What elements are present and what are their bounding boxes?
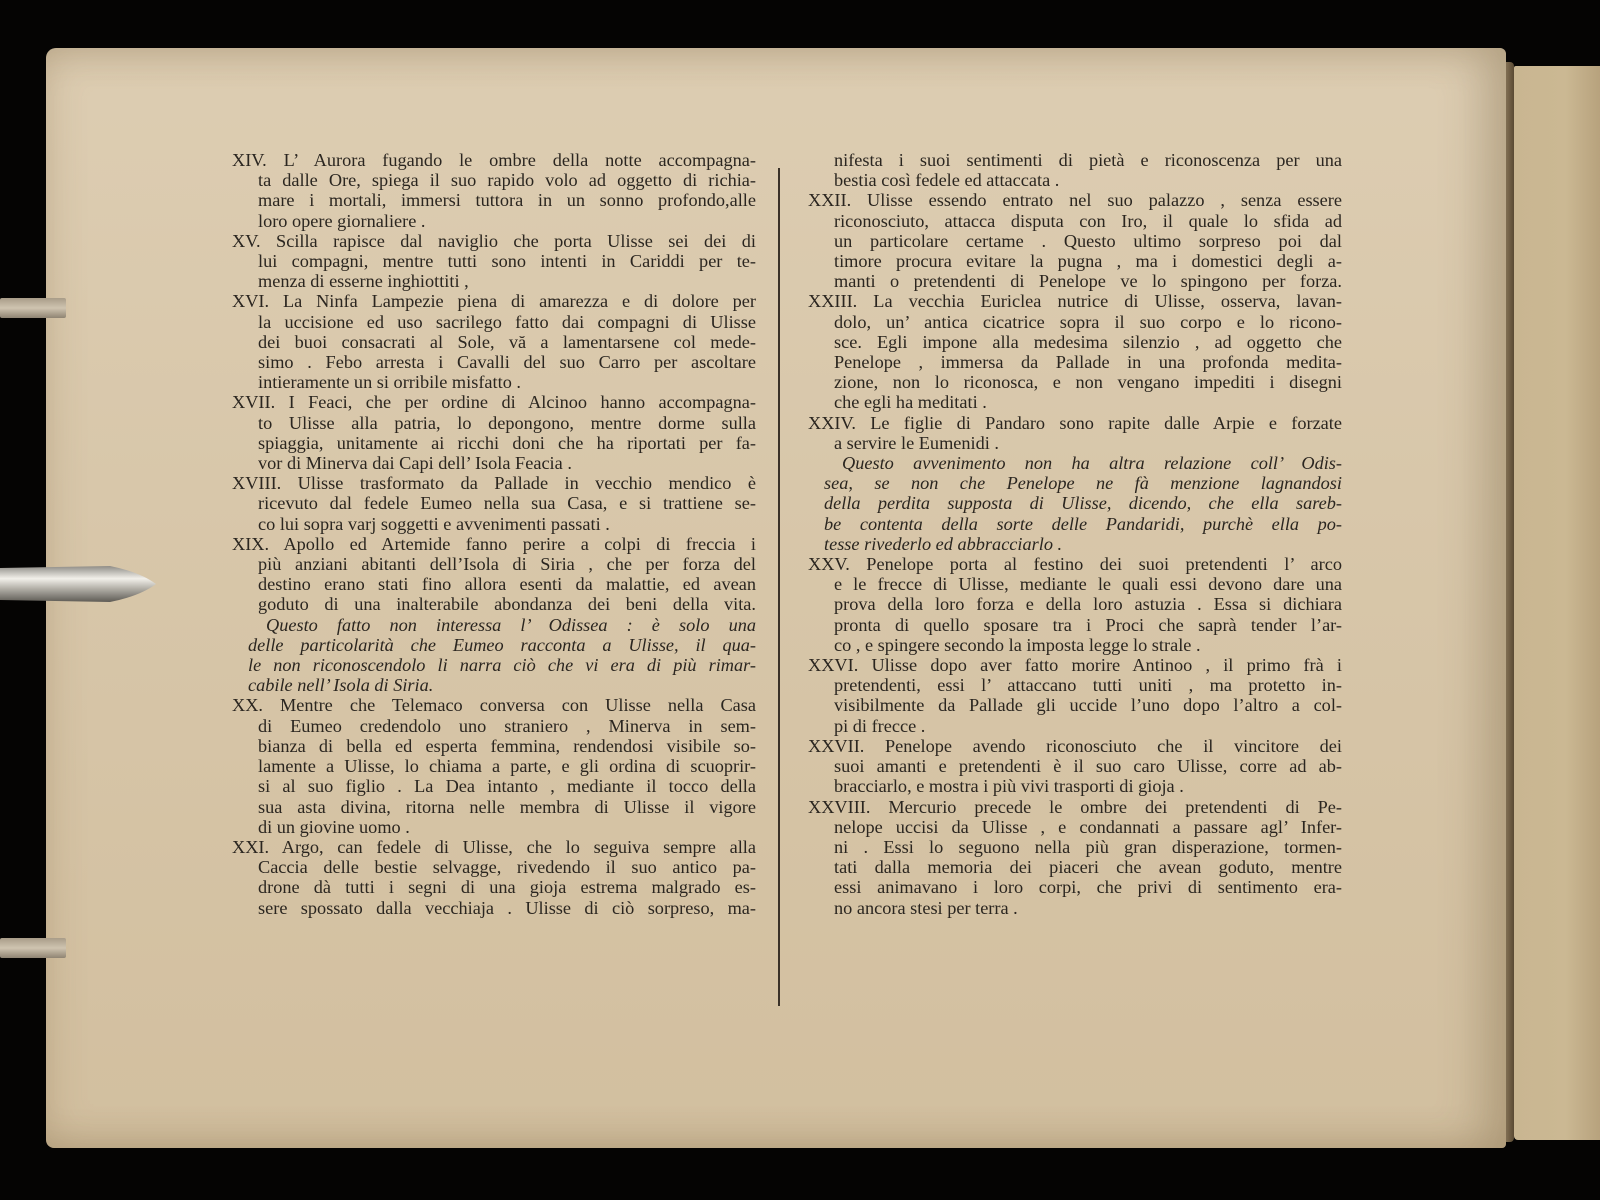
- text-line: visibilmente da Pallade gli uccide l’uno dopo l’altro a col-: [834, 695, 1342, 716]
- text-line: cabile nell’ Isola di Siria.: [248, 675, 434, 696]
- text-line: dolo, un’ antica cicatrice sopra il suo corpo e lo ricono-: [834, 311, 1342, 332]
- text-line: manti o pretendenti di Penelope ve lo spingono per forza.: [834, 271, 1342, 292]
- text-line: bianza di bella ed esperta femmina, rendendosi visibile so-: [258, 735, 756, 756]
- text-line: Questo avvenimento non ha altra relazione coll’ Odis-: [842, 453, 1342, 474]
- text-line: XXI. Argo, can fedele di Ulisse, che lo seguiva sempre alla: [232, 836, 756, 857]
- text-line: ta dalle Ore, spiega il suo rapido volo ad oggetto di richia-: [258, 170, 756, 191]
- text-line: to Ulisse alla patria, lo depongono, mentre dorme sulla: [258, 412, 756, 433]
- text-line: destino erano stati fino allora esenti da malattie, ed avean: [258, 574, 756, 595]
- text-line: Caccia delle bestie selvagge, rivedendo il suo antico pa-: [258, 857, 756, 878]
- text-line: XVII. I Feaci, che per ordine di Alcinoo hanno accompagna-: [232, 392, 756, 413]
- text-line: essi animavano i loro corpi, che privi di sentimento era-: [834, 877, 1342, 898]
- text-line: suoi amanti e pretendenti è il suo caro Ulisse, corre ad ab-: [834, 756, 1342, 777]
- text-line: XVI. La Ninfa Lampezie piena di amarezza e di dolore per: [232, 291, 756, 312]
- text-line: a servire le Eumenidi .: [834, 432, 999, 453]
- text-line: XXVIII. Mercurio precede le ombre dei pretendenti di Pe-: [808, 796, 1342, 817]
- text-line: dei buoi consacrati al Sole, vă a lamentarsene col mede-: [258, 331, 756, 352]
- text-line: sua asta divina, ritorna nelle membra di Ulisse il vigore: [258, 796, 756, 817]
- ribbon-tie-bottom: [0, 938, 66, 958]
- text-line: riconosciuto, attacca disputa con Iro, il quale lo sfida ad: [834, 210, 1342, 231]
- text-line: spiaggia, unitamente ai ricchi doni che ha riportati per fa-: [258, 432, 756, 453]
- text-line: sce. Egli impone alla medesima silenzio , ad oggetto che: [834, 331, 1342, 352]
- next-page-edge: [1514, 66, 1600, 1140]
- text-line: mare i mortali, immersi tuttora in un sonno profondo,alle: [258, 190, 756, 211]
- text-line: no ancora stesi per terra .: [834, 897, 1018, 918]
- text-line: drone dà tutti i segni di una gioja estrema malgrado es-: [258, 877, 756, 898]
- text-line: XXII. Ulisse essendo entrato nel suo palazzo , senza essere: [808, 190, 1342, 211]
- text-line: XXIII. La vecchia Euriclea nutrice di Ulisse, osserva, lavan-: [808, 291, 1342, 312]
- text-line: XVIII. Ulisse trasformato da Pallade in vecchio mendico è: [232, 473, 756, 494]
- text-line: e le frecce di Ulisse, mediante le quali essi devono dare una: [834, 574, 1342, 595]
- left-text-column: [232, 150, 756, 918]
- text-line: più anziani abitanti dell’Isola di Siria , che per forza del: [258, 554, 756, 575]
- text-line: sea, se non che Penelope ne fà menzione lagnandosi: [824, 473, 1342, 494]
- text-line: XXIV. Le figlie di Pandaro sono rapite dalle Arpie e forzate: [808, 412, 1342, 433]
- page-pointer-icon: [0, 562, 156, 606]
- right-text-column: [808, 150, 1342, 918]
- text-line: ni . Essi lo seguono nella più gran disperazione, tormen-: [834, 836, 1342, 857]
- text-line: XXVI. Ulisse dopo aver fatto morire Antinoo , il primo frà i: [808, 655, 1342, 676]
- text-line: di un giovine uomo .: [258, 816, 410, 837]
- text-line: pretendenti, essi l’ attaccano tutti uniti , ma protetto in-: [834, 675, 1342, 696]
- text-line: XXVII. Penelope avendo riconosciuto che il vincitore dei: [808, 735, 1342, 756]
- text-line: bracciarlo, e mostra i più vivi trasporti di gioja .: [834, 776, 1184, 797]
- text-line: lui compagni, mentre tutti sono intenti in Cariddi per te-: [258, 251, 756, 272]
- text-line: prova della loro forza e della loro astuzia . Essa si dichiara: [834, 594, 1342, 615]
- text-line: XXV. Penelope porta al festino dei suoi pretendenti l’ arco: [808, 554, 1342, 575]
- text-line: timore procura evitare la pugna , ma i domestici degli a-: [834, 251, 1342, 272]
- text-line: tesse rivederlo ed abbracciarlo .: [824, 533, 1063, 554]
- text-line: di Eumeo credendolo uno straniero , Minerva in sem-: [258, 715, 756, 736]
- text-line: XIV. L’ Aurora fugando le ombre della notte accompagna-: [232, 150, 756, 170]
- text-line: tati dalla memoria dei piaceri che avean goduto, mentre: [834, 857, 1342, 878]
- text-line: le non riconoscendolo li narra ciò che vi era di più rimar-: [248, 655, 756, 676]
- text-line: ricevuto dal fedele Eumeo nella sua Casa, e si trattiene se-: [258, 493, 756, 514]
- text-line: XV. Scilla rapisce dal naviglio che porta Ulisse sei dei di: [232, 230, 756, 251]
- text-line: co lui sopra varj soggetti e avvenimenti passati .: [258, 513, 610, 534]
- text-line: Questo fatto non interessa l’ Odissea : è solo una: [266, 614, 756, 635]
- text-line: nelope uccisi da Ulisse , e condannati a passare agl’ Infer-: [834, 816, 1342, 837]
- text-line: menza di esserne inghiottiti ,: [258, 271, 469, 292]
- text-line: loro opere giornaliere .: [258, 210, 426, 231]
- text-line: la uccisione ed uso sacrilego fatto dai compagni di Ulisse: [258, 311, 756, 332]
- text-line: pronta di quello sposare tra i Proci che saprà tender l’ar-: [834, 614, 1342, 635]
- text-line: della perdita supposta di Ulisse, dicendo, che ella sareb-: [824, 493, 1342, 514]
- text-line: zione, non lo riconosca, e non vengano impediti i disegni: [834, 372, 1342, 393]
- text-line: nifesta i suoi sentimenti di pietà e riconoscenza per una: [834, 150, 1342, 170]
- text-line: si al suo figlio . La Dea intanto , mediante il tocco della: [258, 776, 756, 797]
- text-line: simo . Febo arresta i Cavalli del suo Carro per ascoltare: [258, 352, 756, 373]
- text-line: co , e spingere secondo la imposta legge lo strale .: [834, 634, 1201, 655]
- text-line: XX. Mentre che Telemaco conversa con Ulisse nella Casa: [232, 695, 756, 716]
- text-line: che egli ha meditati .: [834, 392, 987, 413]
- column-divider: [778, 168, 780, 1006]
- text-line: goduto di una inalterabile abondanza dei beni della vita.: [258, 594, 756, 615]
- text-line: delle particolarità che Eumeo racconta a Ulisse, il qua-: [248, 634, 756, 655]
- text-line: pi di frecce .: [834, 715, 926, 736]
- text-line: lamente a Ulisse, lo chiama a parte, e gli ordina di scuoprir-: [258, 756, 756, 777]
- text-line: XIX. Apollo ed Artemide fanno perire a colpi di freccia i: [232, 533, 756, 554]
- text-line: vor di Minerva dai Capi dell’ Isola Feacia .: [258, 453, 572, 474]
- ribbon-tie-top: [0, 298, 66, 318]
- text-line: intieramente un si orribile misfatto .: [258, 372, 521, 393]
- text-line: Penelope , immersa da Pallade in una profonda medita-: [834, 352, 1342, 373]
- text-line: un particolare certame . Questo ultimo sorpreso poi dal: [834, 230, 1342, 251]
- text-line: be contenta della sorte delle Pandaridi, purchè ella po-: [824, 513, 1342, 534]
- text-line: sere spossato dalla vecchiaja . Ulisse di ciò sorpreso, ma-: [258, 897, 756, 918]
- text-line: bestia così fedele ed attaccata .: [834, 170, 1060, 191]
